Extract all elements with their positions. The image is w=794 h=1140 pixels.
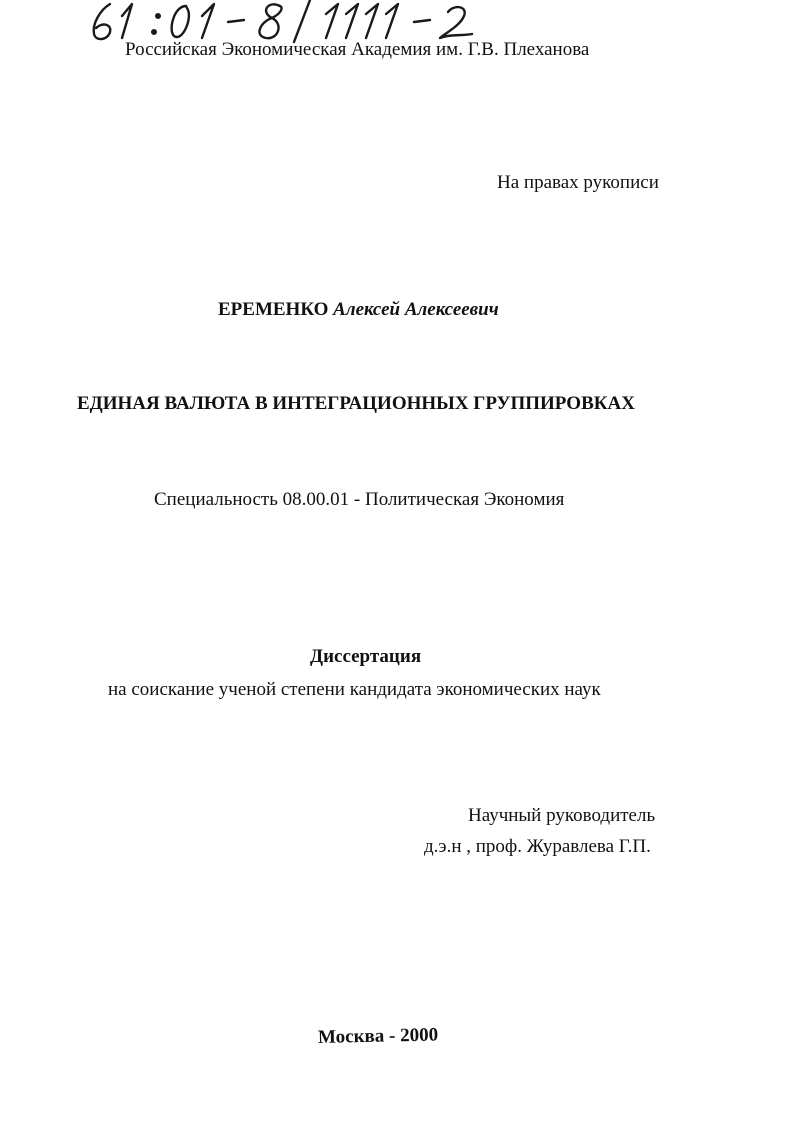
specialty: Специальность 08.00.01 - Политическая Экономия bbox=[154, 489, 565, 510]
handwritten-archive-code bbox=[88, 0, 488, 44]
supervisor-name: д.э.н , проф. Журавлева Г.П. bbox=[424, 836, 651, 857]
author-name bbox=[218, 299, 499, 321]
degree-line: на соискание ученой степени кандидата экономических наук bbox=[108, 679, 601, 700]
author-surname: ЕРЕМЕНКО bbox=[218, 299, 329, 320]
rights-note: На правах рукописи bbox=[497, 172, 659, 193]
dissertation-title: ЕДИНАЯ ВАЛЮТА В ИНТЕГРАЦИОННЫХ ГРУППИРОВКАХ bbox=[77, 393, 635, 414]
city-year: Москва - 2000 bbox=[317, 1024, 439, 1048]
institution-name: Российская Экономическая Академия им. Г.В. Плеханова bbox=[125, 39, 590, 60]
document-type: Диссертация bbox=[310, 646, 422, 667]
author-given-names: Алексей Алексеевич bbox=[333, 299, 499, 320]
supervisor-role: Научный руководитель bbox=[468, 805, 656, 826]
